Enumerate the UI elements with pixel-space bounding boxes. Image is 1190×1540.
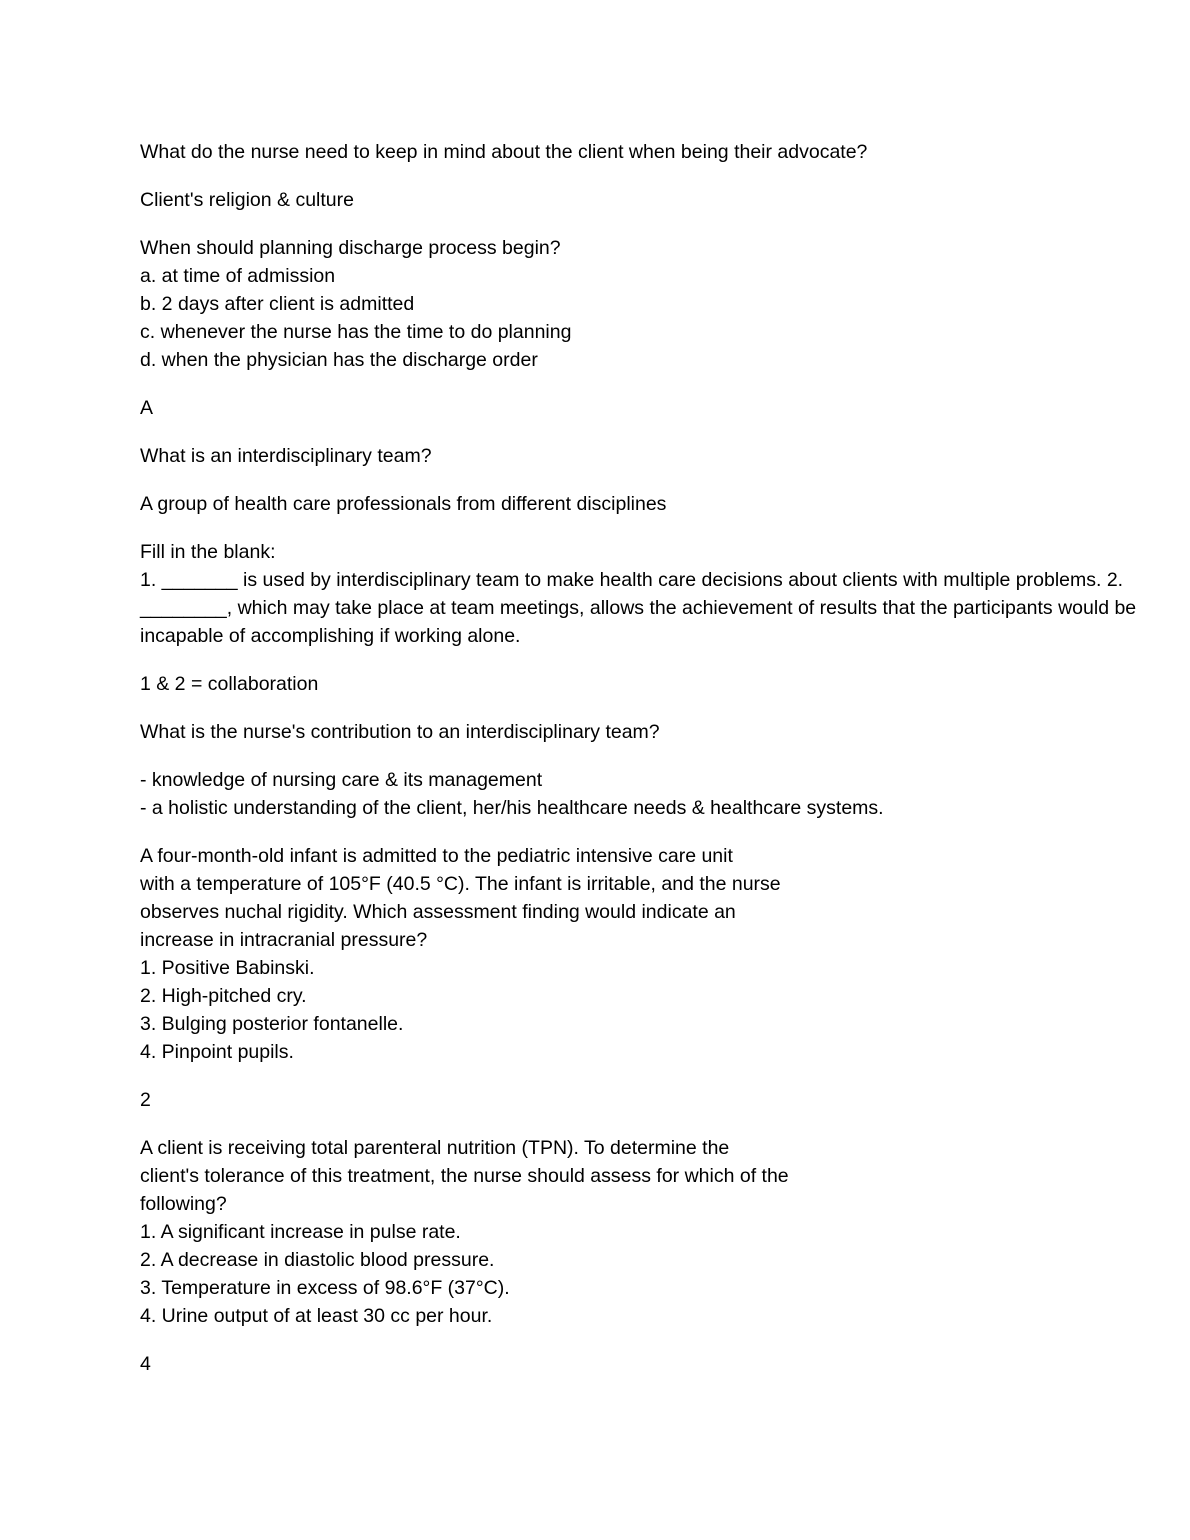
paragraph-question [140,538,1137,650]
text-line: - knowledge of nursing care & its management [140,769,543,791]
paragraph-question [140,842,1060,1066]
paragraph-question [140,442,1060,470]
text-line: increase in intracranial pressure? [140,929,428,951]
text-line: c. whenever the nurse has the time to do planning [140,321,572,343]
text-line: b. 2 days after client is admitted [140,293,415,315]
paragraph-answer [140,490,1060,518]
text-line: 4. Urine output of at least 30 cc per hour. [140,1305,493,1327]
paragraph-question [140,1134,1060,1330]
document-body [140,138,1137,1378]
text-line: 1. _______ is used by interdisciplinary team to make health care decisions about clients with multiple problems. 2. [140,569,1124,591]
paragraph-answer [140,186,1060,214]
text-line: incapable of accomplishing if working alone. [140,625,521,647]
text-line: ________, which may take place at team meetings, allows the achievement of results that the participants would be [140,597,1137,619]
text-line: 2. A decrease in diastolic blood pressure. [140,1249,495,1271]
text-line: following? [140,1193,227,1215]
text-line: 4 [140,1353,151,1375]
paragraph-question [140,718,1060,746]
text-line: What is an interdisciplinary team? [140,445,432,467]
paragraph-answer [140,1350,1060,1378]
text-line: 2 [140,1089,151,1111]
text-line: 1. A significant increase in pulse rate. [140,1221,461,1243]
text-line: 3. Bulging posterior fontanelle. [140,1013,404,1035]
text-line: - a holistic understanding of the client, her/his healthcare needs & healthcare systems. [140,797,884,819]
paragraph-question [140,138,1060,166]
paragraph-answer [140,394,1060,422]
text-line: A group of health care professionals from different disciplines [140,493,667,515]
paragraph-answer [140,670,1060,698]
text-line: 4. Pinpoint pupils. [140,1041,294,1063]
text-line: Client's religion & culture [140,189,354,211]
text-line: with a temperature of 105°F (40.5 °C). The infant is irritable, and the nurse [140,873,781,895]
text-line: 2. High-pitched cry. [140,985,307,1007]
text-line: 1 & 2 = collaboration [140,673,319,695]
text-line: What do the nurse need to keep in mind about the client when being their advocate? [140,141,868,163]
text-line: a. at time of admission [140,265,336,287]
text-line: A [140,397,154,419]
text-line: What is the nurse's contribution to an interdisciplinary team? [140,721,660,743]
text-line: A client is receiving total parenteral nutrition (TPN). To determine the [140,1137,730,1159]
text-line: client's tolerance of this treatment, the nurse should assess for which of the [140,1165,789,1187]
text-line: d. when the physician has the discharge order [140,349,538,371]
text-line: Fill in the blank: [140,541,276,563]
text-line: observes nuchal rigidity. Which assessment finding would indicate an [140,901,736,923]
paragraph-answer [140,766,1060,822]
paragraph-answer [140,1086,1060,1114]
text-line: When should planning discharge process begin? [140,237,561,259]
text-line: A four-month-old infant is admitted to the pediatric intensive care unit [140,845,733,867]
text-line: 1. Positive Babinski. [140,957,315,979]
paragraph-question [140,234,1060,374]
text-line: 3. Temperature in excess of 98.6°F (37°C). [140,1277,510,1299]
